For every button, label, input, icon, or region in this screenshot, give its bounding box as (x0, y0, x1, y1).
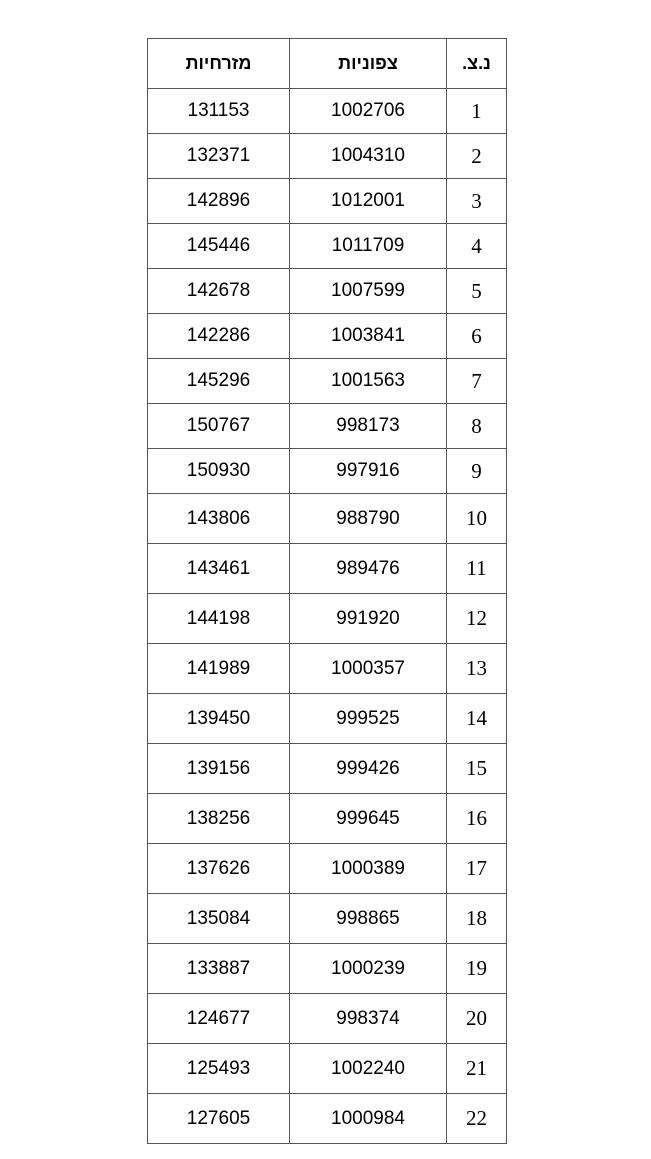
cell-point-number: 11 (447, 544, 507, 594)
cell-easting: 150767 (148, 404, 290, 449)
table-row (148, 449, 507, 494)
cell-point-number: 7 (447, 359, 507, 404)
cell-northing: 1002706 (290, 89, 447, 134)
cell-point-number: 5 (447, 269, 507, 314)
cell-easting: 139450 (148, 694, 290, 744)
table-row (148, 359, 507, 404)
table-row (148, 794, 507, 844)
cell-easting: 131153 (148, 89, 290, 134)
cell-northing: 998374 (290, 994, 447, 1044)
cell-northing: 1000357 (290, 644, 447, 694)
cell-point-number: 9 (447, 449, 507, 494)
cell-easting: 139156 (148, 744, 290, 794)
cell-northing: 997916 (290, 449, 447, 494)
cell-northing: 1011709 (290, 224, 447, 269)
cell-easting: 132371 (148, 134, 290, 179)
table-row (148, 594, 507, 644)
cell-point-number: 17 (447, 844, 507, 894)
table-body (148, 89, 507, 1144)
cell-northing: 989476 (290, 544, 447, 594)
cell-northing: 999525 (290, 694, 447, 744)
table-row (148, 1044, 507, 1094)
table-row (148, 404, 507, 449)
table-row (148, 314, 507, 359)
cell-point-number: 3 (447, 179, 507, 224)
table-row (148, 494, 507, 544)
cell-northing: 1000984 (290, 1094, 447, 1144)
table-row (148, 894, 507, 944)
cell-point-number: 18 (447, 894, 507, 944)
cell-easting: 135084 (148, 894, 290, 944)
cell-easting: 145446 (148, 224, 290, 269)
cell-easting: 142678 (148, 269, 290, 314)
cell-northing: 998173 (290, 404, 447, 449)
cell-easting: 143461 (148, 544, 290, 594)
cell-point-number: 10 (447, 494, 507, 544)
cell-northing: 991920 (290, 594, 447, 644)
cell-point-number: 12 (447, 594, 507, 644)
cell-easting: 137626 (148, 844, 290, 894)
table-row (148, 224, 507, 269)
cell-easting: 142286 (148, 314, 290, 359)
table-row (148, 744, 507, 794)
cell-northing: 1001563 (290, 359, 447, 404)
table-row (148, 179, 507, 224)
cell-point-number: 22 (447, 1094, 507, 1144)
table-row (148, 89, 507, 134)
cell-point-number: 1 (447, 89, 507, 134)
cell-easting: 144198 (148, 594, 290, 644)
cell-easting: 138256 (148, 794, 290, 844)
cell-point-number: 19 (447, 944, 507, 994)
header-northing: צפוניות (290, 39, 447, 89)
cell-point-number: 15 (447, 744, 507, 794)
cell-northing: 1004310 (290, 134, 447, 179)
cell-point-number: 20 (447, 994, 507, 1044)
cell-easting: 142896 (148, 179, 290, 224)
table-row (148, 694, 507, 744)
table-row (148, 544, 507, 594)
cell-easting: 141989 (148, 644, 290, 694)
header-point-number: נ.צ. (447, 39, 507, 89)
cell-northing: 1003841 (290, 314, 447, 359)
table-row (148, 994, 507, 1044)
cell-easting: 124677 (148, 994, 290, 1044)
cell-northing: 1007599 (290, 269, 447, 314)
table-row (148, 844, 507, 894)
table-row (148, 1094, 507, 1144)
cell-easting: 145296 (148, 359, 290, 404)
cell-point-number: 4 (447, 224, 507, 269)
cell-easting: 143806 (148, 494, 290, 544)
cell-point-number: 13 (447, 644, 507, 694)
cell-northing: 999645 (290, 794, 447, 844)
cell-easting: 133887 (148, 944, 290, 994)
table-header-row (148, 39, 507, 89)
cell-northing: 1002240 (290, 1044, 447, 1094)
header-easting: מזרחיות (148, 39, 290, 89)
coordinates-table (147, 38, 507, 1144)
table-row (148, 269, 507, 314)
table-row (148, 644, 507, 694)
table-row (148, 134, 507, 179)
cell-point-number: 2 (447, 134, 507, 179)
cell-northing: 1012001 (290, 179, 447, 224)
cell-easting: 127605 (148, 1094, 290, 1144)
cell-point-number: 8 (447, 404, 507, 449)
cell-point-number: 14 (447, 694, 507, 744)
cell-northing: 1000389 (290, 844, 447, 894)
cell-northing: 988790 (290, 494, 447, 544)
cell-easting: 125493 (148, 1044, 290, 1094)
cell-easting: 150930 (148, 449, 290, 494)
cell-point-number: 6 (447, 314, 507, 359)
table-row (148, 944, 507, 994)
coordinates-table-container (147, 38, 506, 1144)
cell-point-number: 16 (447, 794, 507, 844)
cell-point-number: 21 (447, 1044, 507, 1094)
cell-northing: 999426 (290, 744, 447, 794)
cell-northing: 998865 (290, 894, 447, 944)
cell-northing: 1000239 (290, 944, 447, 994)
